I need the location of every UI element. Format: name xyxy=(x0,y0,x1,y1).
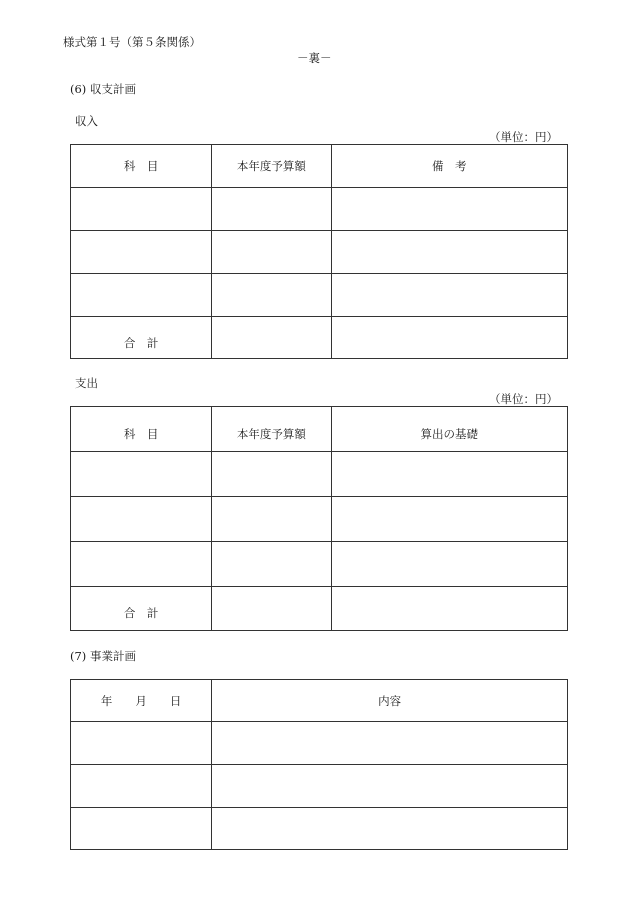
income-unit-note: （単位：円） xyxy=(489,130,558,144)
table-cell[interactable] xyxy=(212,722,568,765)
table-cell[interactable] xyxy=(212,497,331,542)
table-cell[interactable] xyxy=(212,542,331,587)
table-cell[interactable] xyxy=(331,587,567,631)
table-cell[interactable] xyxy=(212,587,331,631)
expense-label: 支出 xyxy=(75,376,98,390)
table-cell[interactable] xyxy=(331,497,567,542)
total-label-cell: 合 計 xyxy=(71,317,212,359)
table-cell[interactable] xyxy=(71,765,212,808)
table-row xyxy=(71,231,568,274)
expense-unit-note: （単位：円） xyxy=(489,392,558,406)
total-row xyxy=(71,317,568,359)
income-table xyxy=(70,144,568,359)
table-cell[interactable] xyxy=(71,722,212,765)
table-cell[interactable] xyxy=(212,765,568,808)
table-cell[interactable] xyxy=(71,188,212,231)
header-cell-item: 科 目 xyxy=(71,145,212,188)
header-cell-budget: 本年度予算額 xyxy=(212,145,331,188)
table-cell[interactable] xyxy=(331,231,567,274)
table-header-row xyxy=(71,407,568,452)
header-cell-remarks: 備 考 xyxy=(331,145,567,188)
table-header-row xyxy=(71,145,568,188)
table-row xyxy=(71,808,568,850)
table-cell[interactable] xyxy=(71,452,212,497)
section6-title: (6) 収支計画 xyxy=(70,82,136,96)
table-row xyxy=(71,497,568,542)
table-cell[interactable] xyxy=(71,274,212,317)
table-cell[interactable] xyxy=(71,808,212,850)
table-header-row xyxy=(71,680,568,722)
header-cell-calculation-basis: 算出の基礎 xyxy=(331,407,567,452)
form-number-label: 様式第１号（第５条関係） xyxy=(63,35,201,49)
table-cell[interactable] xyxy=(212,317,331,359)
header-cell-item: 科 目 xyxy=(71,407,212,452)
table-cell[interactable] xyxy=(331,452,567,497)
table-cell[interactable] xyxy=(331,317,567,359)
total-row xyxy=(71,587,568,631)
table-row xyxy=(71,542,568,587)
table-cell[interactable] xyxy=(212,808,568,850)
table-cell[interactable] xyxy=(212,452,331,497)
header-cell-date: 年 月 日 xyxy=(71,680,212,722)
expense-table xyxy=(70,406,568,631)
table-cell[interactable] xyxy=(71,542,212,587)
table-row xyxy=(71,722,568,765)
table-cell[interactable] xyxy=(331,274,567,317)
table-cell[interactable] xyxy=(331,542,567,587)
header-cell-budget: 本年度予算額 xyxy=(212,407,331,452)
table-row xyxy=(71,765,568,808)
table-cell[interactable] xyxy=(71,497,212,542)
table-cell[interactable] xyxy=(212,188,331,231)
header-cell-content: 内容 xyxy=(212,680,568,722)
total-label-cell: 合 計 xyxy=(71,587,212,631)
income-label: 収入 xyxy=(75,114,98,128)
table-row xyxy=(71,188,568,231)
business-plan-table xyxy=(70,679,568,850)
table-cell[interactable] xyxy=(212,231,331,274)
page-side-marker: －裏－ xyxy=(297,51,332,65)
table-cell[interactable] xyxy=(331,188,567,231)
table-row xyxy=(71,274,568,317)
table-row xyxy=(71,452,568,497)
table-cell[interactable] xyxy=(71,231,212,274)
table-cell[interactable] xyxy=(212,274,331,317)
section7-title: (7) 事業計画 xyxy=(70,649,136,663)
